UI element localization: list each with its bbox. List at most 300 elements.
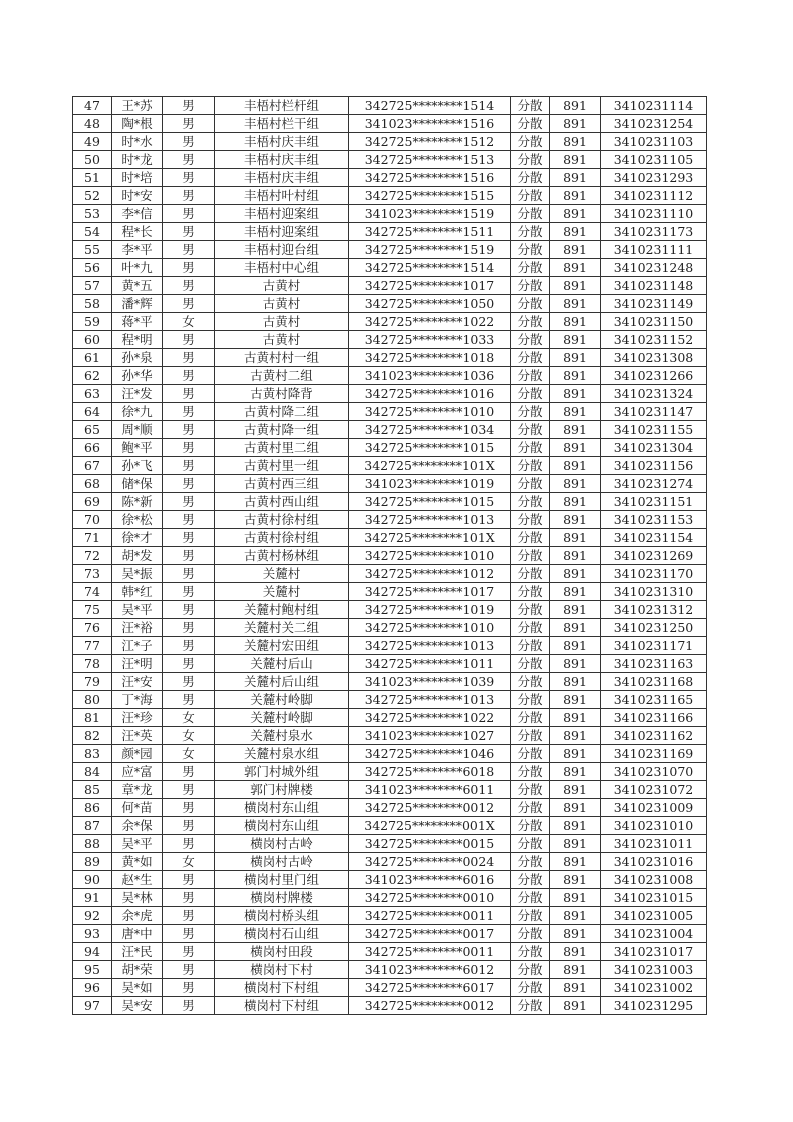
gender-cell: 男 xyxy=(163,565,215,583)
table-body xyxy=(73,97,707,1015)
name-cell: 王*苏 xyxy=(112,97,163,115)
support-type-cell: 分散 xyxy=(511,529,550,547)
support-type-cell: 分散 xyxy=(511,187,550,205)
account-number-cell: 3410231016 xyxy=(601,853,707,871)
amount-cell: 891 xyxy=(550,907,601,925)
id-number-cell: 342725********1046 xyxy=(349,745,511,763)
amount-cell: 891 xyxy=(550,565,601,583)
account-number-cell: 3410231156 xyxy=(601,457,707,475)
name-cell: 鲍*平 xyxy=(112,439,163,457)
row-number-cell: 64 xyxy=(73,403,112,421)
id-number-cell: 342725********1013 xyxy=(349,637,511,655)
account-number-cell: 3410231169 xyxy=(601,745,707,763)
row-number-cell: 81 xyxy=(73,709,112,727)
id-number-cell: 342725********1011 xyxy=(349,655,511,673)
amount-cell: 891 xyxy=(550,853,601,871)
address-cell: 丰梧村栏干组 xyxy=(215,115,349,133)
table-row xyxy=(73,241,707,259)
name-cell: 蒋*平 xyxy=(112,313,163,331)
address-cell: 古黄村降背 xyxy=(215,385,349,403)
row-number-cell: 88 xyxy=(73,835,112,853)
gender-cell: 男 xyxy=(163,925,215,943)
address-cell: 古黄村里一组 xyxy=(215,457,349,475)
table-row xyxy=(73,385,707,403)
name-cell: 叶*九 xyxy=(112,259,163,277)
table-row xyxy=(73,673,707,691)
address-cell: 丰梧村庆丰组 xyxy=(215,169,349,187)
id-number-cell: 342725********1010 xyxy=(349,619,511,637)
address-cell: 郭门村牌楼 xyxy=(215,781,349,799)
name-cell: 吴*如 xyxy=(112,979,163,997)
id-number-cell: 342725********1512 xyxy=(349,133,511,151)
id-number-cell: 342725********1514 xyxy=(349,259,511,277)
name-cell: 胡*荣 xyxy=(112,961,163,979)
name-cell: 韩*红 xyxy=(112,583,163,601)
address-cell: 横岗村里门组 xyxy=(215,871,349,889)
account-number-cell: 3410231017 xyxy=(601,943,707,961)
id-number-cell: 342725********6018 xyxy=(349,763,511,781)
gender-cell: 男 xyxy=(163,259,215,277)
name-cell: 吴*振 xyxy=(112,565,163,583)
id-number-cell: 342725********1034 xyxy=(349,421,511,439)
name-cell: 黄*如 xyxy=(112,853,163,871)
amount-cell: 891 xyxy=(550,205,601,223)
name-cell: 周*顺 xyxy=(112,421,163,439)
id-number-cell: 342725********1511 xyxy=(349,223,511,241)
table-row xyxy=(73,925,707,943)
account-number-cell: 3410231166 xyxy=(601,709,707,727)
id-number-cell: 341023********6011 xyxy=(349,781,511,799)
table-row xyxy=(73,781,707,799)
gender-cell: 男 xyxy=(163,907,215,925)
amount-cell: 891 xyxy=(550,925,601,943)
table-row xyxy=(73,133,707,151)
amount-cell: 891 xyxy=(550,943,601,961)
table-row xyxy=(73,637,707,655)
account-number-cell: 3410231266 xyxy=(601,367,707,385)
id-number-cell: 342725********101X xyxy=(349,457,511,475)
amount-cell: 891 xyxy=(550,637,601,655)
table-row xyxy=(73,331,707,349)
amount-cell: 891 xyxy=(550,781,601,799)
gender-cell: 男 xyxy=(163,655,215,673)
table-row xyxy=(73,583,707,601)
row-number-cell: 70 xyxy=(73,511,112,529)
table-row xyxy=(73,421,707,439)
support-type-cell: 分散 xyxy=(511,205,550,223)
name-cell: 丁*海 xyxy=(112,691,163,709)
amount-cell: 891 xyxy=(550,169,601,187)
id-number-cell: 342725********1019 xyxy=(349,601,511,619)
row-number-cell: 94 xyxy=(73,943,112,961)
gender-cell: 男 xyxy=(163,439,215,457)
account-number-cell: 3410231011 xyxy=(601,835,707,853)
row-number-cell: 79 xyxy=(73,673,112,691)
address-cell: 古黄村杨林组 xyxy=(215,547,349,565)
support-type-cell: 分散 xyxy=(511,691,550,709)
account-number-cell: 3410231171 xyxy=(601,637,707,655)
gender-cell: 男 xyxy=(163,295,215,313)
id-number-cell: 342725********0011 xyxy=(349,907,511,925)
id-number-cell: 341023********1519 xyxy=(349,205,511,223)
id-number-cell: 342725********0010 xyxy=(349,889,511,907)
table-row xyxy=(73,403,707,421)
amount-cell: 891 xyxy=(550,727,601,745)
gender-cell: 男 xyxy=(163,619,215,637)
name-cell: 胡*发 xyxy=(112,547,163,565)
amount-cell: 891 xyxy=(550,439,601,457)
gender-cell: 男 xyxy=(163,241,215,259)
address-cell: 关麓村 xyxy=(215,583,349,601)
address-cell: 郭门村城外组 xyxy=(215,763,349,781)
row-number-cell: 67 xyxy=(73,457,112,475)
name-cell: 李*平 xyxy=(112,241,163,259)
account-number-cell: 3410231004 xyxy=(601,925,707,943)
name-cell: 应*富 xyxy=(112,763,163,781)
amount-cell: 891 xyxy=(550,799,601,817)
amount-cell: 891 xyxy=(550,259,601,277)
address-cell: 丰梧村叶村组 xyxy=(215,187,349,205)
gender-cell: 男 xyxy=(163,385,215,403)
account-number-cell: 3410231248 xyxy=(601,259,707,277)
row-number-cell: 97 xyxy=(73,997,112,1015)
row-number-cell: 62 xyxy=(73,367,112,385)
name-cell: 赵*生 xyxy=(112,871,163,889)
support-type-cell: 分散 xyxy=(511,295,550,313)
id-number-cell: 342725********1022 xyxy=(349,313,511,331)
row-number-cell: 50 xyxy=(73,151,112,169)
id-number-cell: 341023********1019 xyxy=(349,475,511,493)
name-cell: 黄*五 xyxy=(112,277,163,295)
support-type-cell: 分散 xyxy=(511,943,550,961)
account-number-cell: 3410231003 xyxy=(601,961,707,979)
support-type-cell: 分散 xyxy=(511,601,550,619)
row-number-cell: 65 xyxy=(73,421,112,439)
name-cell: 江*子 xyxy=(112,637,163,655)
id-number-cell: 342725********1017 xyxy=(349,277,511,295)
support-type-cell: 分散 xyxy=(511,637,550,655)
name-cell: 孙*飞 xyxy=(112,457,163,475)
support-type-cell: 分散 xyxy=(511,169,550,187)
table-row xyxy=(73,295,707,313)
row-number-cell: 77 xyxy=(73,637,112,655)
gender-cell: 男 xyxy=(163,835,215,853)
address-cell: 关麓村岭脚 xyxy=(215,709,349,727)
row-number-cell: 53 xyxy=(73,205,112,223)
table-row xyxy=(73,835,707,853)
support-type-cell: 分散 xyxy=(511,799,550,817)
table-row xyxy=(73,187,707,205)
account-number-cell: 3410231112 xyxy=(601,187,707,205)
row-number-cell: 76 xyxy=(73,619,112,637)
amount-cell: 891 xyxy=(550,475,601,493)
account-number-cell: 3410231150 xyxy=(601,313,707,331)
id-number-cell: 341023********1027 xyxy=(349,727,511,745)
address-cell: 关麓村宏田组 xyxy=(215,637,349,655)
support-type-cell: 分散 xyxy=(511,979,550,997)
id-number-cell: 341023********6012 xyxy=(349,961,511,979)
gender-cell: 男 xyxy=(163,133,215,151)
address-cell: 关麓村泉水 xyxy=(215,727,349,745)
table-row xyxy=(73,475,707,493)
support-type-cell: 分散 xyxy=(511,493,550,511)
address-cell: 关麓村岭脚 xyxy=(215,691,349,709)
name-cell: 时*龙 xyxy=(112,151,163,169)
support-type-cell: 分散 xyxy=(511,367,550,385)
row-number-cell: 47 xyxy=(73,97,112,115)
id-number-cell: 342725********0017 xyxy=(349,925,511,943)
table-row xyxy=(73,277,707,295)
name-cell: 徐*松 xyxy=(112,511,163,529)
row-number-cell: 74 xyxy=(73,583,112,601)
id-number-cell: 342725********1015 xyxy=(349,439,511,457)
name-cell: 余*虎 xyxy=(112,907,163,925)
account-number-cell: 3410231310 xyxy=(601,583,707,601)
id-number-cell: 342725********1013 xyxy=(349,511,511,529)
row-number-cell: 60 xyxy=(73,331,112,349)
table-row xyxy=(73,655,707,673)
support-type-cell: 分散 xyxy=(511,583,550,601)
amount-cell: 891 xyxy=(550,817,601,835)
account-number-cell: 3410231324 xyxy=(601,385,707,403)
row-number-cell: 52 xyxy=(73,187,112,205)
gender-cell: 男 xyxy=(163,763,215,781)
table-row xyxy=(73,961,707,979)
gender-cell: 男 xyxy=(163,961,215,979)
table-row xyxy=(73,979,707,997)
address-cell: 古黄村西山组 xyxy=(215,493,349,511)
amount-cell: 891 xyxy=(550,871,601,889)
address-cell: 丰梧村迎案组 xyxy=(215,223,349,241)
support-type-cell: 分散 xyxy=(511,277,550,295)
address-cell: 古黄村村一组 xyxy=(215,349,349,367)
name-cell: 时*安 xyxy=(112,187,163,205)
address-cell: 丰梧村栏杆组 xyxy=(215,97,349,115)
row-number-cell: 75 xyxy=(73,601,112,619)
account-number-cell: 3410231008 xyxy=(601,871,707,889)
beneficiary-table xyxy=(72,96,707,1015)
account-number-cell: 3410231308 xyxy=(601,349,707,367)
account-number-cell: 3410231010 xyxy=(601,817,707,835)
id-number-cell: 342725********1013 xyxy=(349,691,511,709)
amount-cell: 891 xyxy=(550,619,601,637)
amount-cell: 891 xyxy=(550,241,601,259)
gender-cell: 男 xyxy=(163,817,215,835)
name-cell: 程*明 xyxy=(112,331,163,349)
row-number-cell: 92 xyxy=(73,907,112,925)
table-row xyxy=(73,97,707,115)
table-row xyxy=(73,943,707,961)
address-cell: 横岗村东山组 xyxy=(215,817,349,835)
account-number-cell: 3410231269 xyxy=(601,547,707,565)
name-cell: 汪*明 xyxy=(112,655,163,673)
name-cell: 孙*泉 xyxy=(112,349,163,367)
id-number-cell: 342725********1016 xyxy=(349,385,511,403)
row-number-cell: 83 xyxy=(73,745,112,763)
row-number-cell: 80 xyxy=(73,691,112,709)
gender-cell: 男 xyxy=(163,475,215,493)
id-number-cell: 342725********1010 xyxy=(349,403,511,421)
row-number-cell: 69 xyxy=(73,493,112,511)
id-number-cell: 342725********0015 xyxy=(349,835,511,853)
row-number-cell: 68 xyxy=(73,475,112,493)
row-number-cell: 90 xyxy=(73,871,112,889)
id-number-cell: 342725********1017 xyxy=(349,583,511,601)
name-cell: 徐*才 xyxy=(112,529,163,547)
account-number-cell: 3410231110 xyxy=(601,205,707,223)
account-number-cell: 3410231070 xyxy=(601,763,707,781)
gender-cell: 男 xyxy=(163,889,215,907)
support-type-cell: 分散 xyxy=(511,331,550,349)
table-row xyxy=(73,547,707,565)
account-number-cell: 3410231274 xyxy=(601,475,707,493)
id-number-cell: 342725********1050 xyxy=(349,295,511,313)
row-number-cell: 61 xyxy=(73,349,112,367)
amount-cell: 891 xyxy=(550,133,601,151)
support-type-cell: 分散 xyxy=(511,223,550,241)
account-number-cell: 3410231111 xyxy=(601,241,707,259)
gender-cell: 男 xyxy=(163,493,215,511)
support-type-cell: 分散 xyxy=(511,871,550,889)
row-number-cell: 72 xyxy=(73,547,112,565)
id-number-cell: 342725********1022 xyxy=(349,709,511,727)
row-number-cell: 48 xyxy=(73,115,112,133)
amount-cell: 891 xyxy=(550,385,601,403)
id-number-cell: 342725********1033 xyxy=(349,331,511,349)
gender-cell: 女 xyxy=(163,727,215,745)
address-cell: 横岗村石山组 xyxy=(215,925,349,943)
name-cell: 时*培 xyxy=(112,169,163,187)
support-type-cell: 分散 xyxy=(511,835,550,853)
table-row xyxy=(73,763,707,781)
account-number-cell: 3410231295 xyxy=(601,997,707,1015)
gender-cell: 男 xyxy=(163,673,215,691)
amount-cell: 891 xyxy=(550,331,601,349)
table-row xyxy=(73,511,707,529)
gender-cell: 男 xyxy=(163,97,215,115)
amount-cell: 891 xyxy=(550,529,601,547)
amount-cell: 891 xyxy=(550,583,601,601)
amount-cell: 891 xyxy=(550,493,601,511)
table-row xyxy=(73,997,707,1015)
id-number-cell: 341023********1036 xyxy=(349,367,511,385)
address-cell: 古黄村 xyxy=(215,331,349,349)
gender-cell: 男 xyxy=(163,223,215,241)
address-cell: 横岗村古岭 xyxy=(215,853,349,871)
support-type-cell: 分散 xyxy=(511,259,550,277)
amount-cell: 891 xyxy=(550,745,601,763)
address-cell: 古黄村里二组 xyxy=(215,439,349,457)
amount-cell: 891 xyxy=(550,367,601,385)
account-number-cell: 3410231165 xyxy=(601,691,707,709)
gender-cell: 男 xyxy=(163,511,215,529)
support-type-cell: 分散 xyxy=(511,817,550,835)
row-number-cell: 87 xyxy=(73,817,112,835)
address-cell: 关麓村泉水组 xyxy=(215,745,349,763)
address-cell: 古黄村西三组 xyxy=(215,475,349,493)
address-cell: 古黄村徐村组 xyxy=(215,511,349,529)
account-number-cell: 3410231250 xyxy=(601,619,707,637)
table-row xyxy=(73,853,707,871)
address-cell: 古黄村 xyxy=(215,277,349,295)
row-number-cell: 96 xyxy=(73,979,112,997)
row-number-cell: 66 xyxy=(73,439,112,457)
account-number-cell: 3410231148 xyxy=(601,277,707,295)
row-number-cell: 85 xyxy=(73,781,112,799)
name-cell: 陶*根 xyxy=(112,115,163,133)
support-type-cell: 分散 xyxy=(511,907,550,925)
amount-cell: 891 xyxy=(550,835,601,853)
account-number-cell: 3410231170 xyxy=(601,565,707,583)
row-number-cell: 86 xyxy=(73,799,112,817)
address-cell: 关麓村鲍村组 xyxy=(215,601,349,619)
support-type-cell: 分散 xyxy=(511,349,550,367)
address-cell: 丰梧村中心组 xyxy=(215,259,349,277)
gender-cell: 男 xyxy=(163,979,215,997)
gender-cell: 男 xyxy=(163,457,215,475)
name-cell: 汪*珍 xyxy=(112,709,163,727)
amount-cell: 891 xyxy=(550,151,601,169)
address-cell: 横岗村古岭 xyxy=(215,835,349,853)
support-type-cell: 分散 xyxy=(511,547,550,565)
name-cell: 吴*林 xyxy=(112,889,163,907)
account-number-cell: 3410231009 xyxy=(601,799,707,817)
address-cell: 丰梧村庆丰组 xyxy=(215,133,349,151)
support-type-cell: 分散 xyxy=(511,745,550,763)
name-cell: 吴*平 xyxy=(112,835,163,853)
amount-cell: 891 xyxy=(550,277,601,295)
address-cell: 古黄村二组 xyxy=(215,367,349,385)
table-row xyxy=(73,565,707,583)
gender-cell: 男 xyxy=(163,205,215,223)
amount-cell: 891 xyxy=(550,961,601,979)
support-type-cell: 分散 xyxy=(511,727,550,745)
id-number-cell: 342725********1010 xyxy=(349,547,511,565)
address-cell: 古黄村 xyxy=(215,313,349,331)
support-type-cell: 分散 xyxy=(511,475,550,493)
row-number-cell: 54 xyxy=(73,223,112,241)
name-cell: 吴*安 xyxy=(112,997,163,1015)
id-number-cell: 342725********0012 xyxy=(349,997,511,1015)
address-cell: 横岗村下村组 xyxy=(215,997,349,1015)
table-row xyxy=(73,691,707,709)
amount-cell: 891 xyxy=(550,421,601,439)
name-cell: 李*信 xyxy=(112,205,163,223)
id-number-cell: 342725********1514 xyxy=(349,97,511,115)
account-number-cell: 3410231152 xyxy=(601,331,707,349)
id-number-cell: 342725********1519 xyxy=(349,241,511,259)
name-cell: 汪*民 xyxy=(112,943,163,961)
account-number-cell: 3410231312 xyxy=(601,601,707,619)
amount-cell: 891 xyxy=(550,889,601,907)
address-cell: 关麓村后山组 xyxy=(215,673,349,691)
support-type-cell: 分散 xyxy=(511,151,550,169)
account-number-cell: 3410231105 xyxy=(601,151,707,169)
row-number-cell: 93 xyxy=(73,925,112,943)
row-number-cell: 57 xyxy=(73,277,112,295)
account-number-cell: 3410231155 xyxy=(601,421,707,439)
name-cell: 汪*英 xyxy=(112,727,163,745)
amount-cell: 891 xyxy=(550,295,601,313)
id-number-cell: 342725********1018 xyxy=(349,349,511,367)
amount-cell: 891 xyxy=(550,223,601,241)
id-number-cell: 342725********0011 xyxy=(349,943,511,961)
address-cell: 古黄村徐村组 xyxy=(215,529,349,547)
table-row xyxy=(73,439,707,457)
account-number-cell: 3410231114 xyxy=(601,97,707,115)
id-number-cell: 342725********1015 xyxy=(349,493,511,511)
table-row xyxy=(73,601,707,619)
